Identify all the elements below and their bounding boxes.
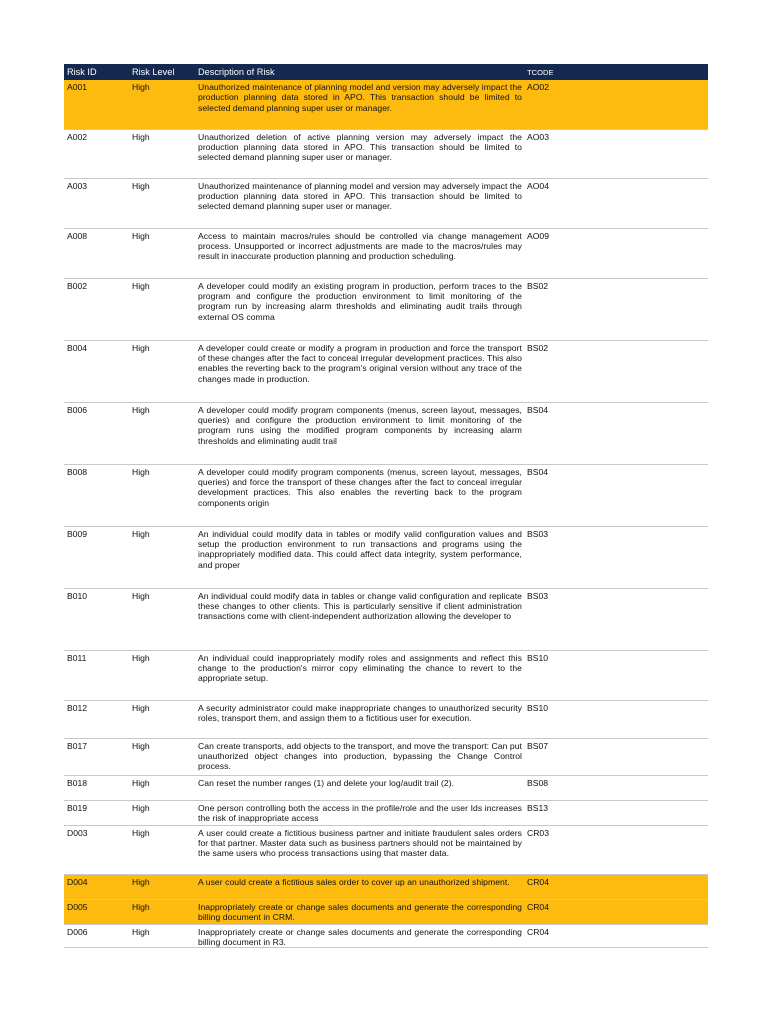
risk-level-cell: High bbox=[129, 402, 195, 464]
risk-level-cell: High bbox=[129, 825, 195, 874]
risk-level-cell: High bbox=[129, 278, 195, 340]
risk-id-cell: B019 bbox=[64, 800, 129, 825]
tcode-cell: AO09 bbox=[525, 228, 708, 278]
risk-id-cell: D006 bbox=[64, 924, 129, 948]
risk-level-cell: High bbox=[129, 228, 195, 278]
tcode-cell: BS02 bbox=[525, 278, 708, 340]
table-row bbox=[64, 340, 708, 402]
table-row bbox=[64, 278, 708, 340]
table-row bbox=[64, 738, 708, 775]
risk-level-cell: High bbox=[129, 924, 195, 948]
risk-description-cell: An individual could modify data in tables or modify valid configuration values and setup the production environment to run transactions and programs using the inappropriately modified data. This could affect data integrity, system performance, and proper bbox=[195, 526, 525, 588]
header-risk-level: Risk Level bbox=[129, 64, 195, 80]
risk-id-cell: B012 bbox=[64, 700, 129, 738]
risk-id-cell: B002 bbox=[64, 278, 129, 340]
risk-level-cell: High bbox=[129, 775, 195, 800]
header-row bbox=[64, 64, 708, 80]
risk-description-cell: Can create transports, add objects to the transport, and move the transport: Can put unauthorized object changes into production, bypassing the Change Control process. bbox=[195, 738, 525, 775]
risk-id-cell: A008 bbox=[64, 228, 129, 278]
tcode-cell: BS03 bbox=[525, 588, 708, 650]
risk-description-cell: Unauthorized deletion of active planning version may adversely impact the production planning data stored in APO. This transaction should be limited to selected demand planning super user or manager. bbox=[195, 129, 525, 178]
risk-description-cell: An individual could inappropriately modify roles and assignments and reflect this change to the production's mirror copy eliminating the chance to revert to the appropriate setup. bbox=[195, 650, 525, 700]
risk-description-cell: A user could create a fictitious business partner and initiate fraudulent sales orders for that partner. Master data such as business partners should not be maintained by the same users who process transactions using that master data. bbox=[195, 825, 525, 874]
risk-level-cell: High bbox=[129, 588, 195, 650]
risk-description-cell: Can reset the number ranges (1) and delete your log/audit trail (2). bbox=[195, 775, 525, 800]
table-header bbox=[64, 64, 708, 80]
tcode-cell: BS04 bbox=[525, 402, 708, 464]
risk-level-cell: High bbox=[129, 526, 195, 588]
table-row bbox=[64, 402, 708, 464]
tcode-cell: CR04 bbox=[525, 899, 708, 924]
risk-level-cell: High bbox=[129, 874, 195, 899]
risk-id-cell: B004 bbox=[64, 340, 129, 402]
table-row bbox=[64, 899, 708, 924]
risk-id-cell: B008 bbox=[64, 464, 129, 526]
risk-level-cell: High bbox=[129, 178, 195, 228]
table-row bbox=[64, 228, 708, 278]
tcode-cell: BS07 bbox=[525, 738, 708, 775]
tcode-cell: BS04 bbox=[525, 464, 708, 526]
risk-id-cell: D005 bbox=[64, 899, 129, 924]
risk-id-cell: A002 bbox=[64, 129, 129, 178]
risk-description-cell: Inappropriately create or change sales documents and generate the corresponding billing document in R3. bbox=[195, 924, 525, 948]
risk-description-cell: An individual could modify data in tables or change valid configuration and replicate these changes to other clients. This is particularly sensitive if client administration transactions come with client-independent authorization allowing the developer to bbox=[195, 588, 525, 650]
risk-level-cell: High bbox=[129, 800, 195, 825]
risk-description-cell: Inappropriately create or change sales documents and generate the corresponding billing document in CRM. bbox=[195, 899, 525, 924]
risk-description-cell: One person controlling both the access in the profile/role and the user Ids increases the risk of inappropriate access bbox=[195, 800, 525, 825]
risk-id-cell: B010 bbox=[64, 588, 129, 650]
header-tcode: TCODE bbox=[525, 64, 708, 80]
table-row bbox=[64, 526, 708, 588]
table-row bbox=[64, 464, 708, 526]
risk-level-cell: High bbox=[129, 899, 195, 924]
risk-description-cell: A developer could modify an existing program in production, perform traces to the program and configure the production environment to limit monitoring of the program run by increasing alarm thresholds and eliminating audit trails through external OS comma bbox=[195, 278, 525, 340]
risk-table bbox=[64, 64, 708, 948]
risk-description-cell: Unauthorized maintenance of planning model and version may adversely impact the production planning data stored in APO. This transaction should be limited to selected demand planning super user or manager. bbox=[195, 80, 525, 129]
risk-id-cell: A001 bbox=[64, 80, 129, 129]
risk-description-cell: A developer could modify program components (menus, screen layout, messages, queries) and force the transport of these changes after the fact to conceal irregular development practices. This also enables the reverting back to the program components origin bbox=[195, 464, 525, 526]
table-row bbox=[64, 874, 708, 899]
risk-description-cell: Access to maintain macros/rules should be controlled via change management process. Unsupported or incorrect adjustments are made to the macros/rules may result in inaccurate production planning and production scheduling. bbox=[195, 228, 525, 278]
risk-id-cell: B011 bbox=[64, 650, 129, 700]
table-row bbox=[64, 80, 708, 129]
risk-description-cell: A developer could create or modify a program in production and force the transport of these changes after the fact to conceal irregular development practices. This also enables the reverting back to the program's original version without any trace of the changes made in production. bbox=[195, 340, 525, 402]
table-row bbox=[64, 588, 708, 650]
tcode-cell: AO02 bbox=[525, 80, 708, 129]
risk-level-cell: High bbox=[129, 129, 195, 178]
tcode-cell: BS10 bbox=[525, 650, 708, 700]
header-description: Description of Risk bbox=[195, 64, 525, 80]
risk-id-cell: B009 bbox=[64, 526, 129, 588]
risk-id-cell: D004 bbox=[64, 874, 129, 899]
risk-description-cell: A security administrator could make inappropriate changes to unauthorized security roles, transport them, and assign them to a fictitious user for execution. bbox=[195, 700, 525, 738]
risk-id-cell: D003 bbox=[64, 825, 129, 874]
risk-level-cell: High bbox=[129, 700, 195, 738]
table-row bbox=[64, 800, 708, 825]
risk-description-cell: Unauthorized maintenance of planning model and version may adversely impact the production planning data stored in APO. This transaction should be limited to selected demand planning super user or manager. bbox=[195, 178, 525, 228]
table-row bbox=[64, 924, 708, 948]
tcode-cell: AO03 bbox=[525, 129, 708, 178]
header-risk-id: Risk ID bbox=[64, 64, 129, 80]
risk-id-cell: B017 bbox=[64, 738, 129, 775]
table-row bbox=[64, 129, 708, 178]
table-row bbox=[64, 825, 708, 874]
tcode-cell: BS10 bbox=[525, 700, 708, 738]
table-row bbox=[64, 775, 708, 800]
risk-level-cell: High bbox=[129, 464, 195, 526]
tcode-cell: BS02 bbox=[525, 340, 708, 402]
table-row bbox=[64, 650, 708, 700]
risk-level-cell: High bbox=[129, 650, 195, 700]
risk-id-cell: B018 bbox=[64, 775, 129, 800]
risk-description-cell: A user could create a fictitious sales order to cover up an unauthorized shipment. bbox=[195, 874, 525, 899]
risk-level-cell: High bbox=[129, 340, 195, 402]
table-row bbox=[64, 178, 708, 228]
tcode-cell: BS13 bbox=[525, 800, 708, 825]
tcode-cell: CR04 bbox=[525, 874, 708, 899]
tcode-cell: CR04 bbox=[525, 924, 708, 948]
risk-description-cell: A developer could modify program components (menus, screen layout, messages, queries) and configure the production environment to limit monitoring of the program runs using the modified program components by increasing alarm thresholds and eliminating audit trail bbox=[195, 402, 525, 464]
table-row bbox=[64, 700, 708, 738]
table-body bbox=[64, 80, 708, 948]
tcode-cell: CR03 bbox=[525, 825, 708, 874]
tcode-cell: AO04 bbox=[525, 178, 708, 228]
risk-level-cell: High bbox=[129, 80, 195, 129]
risk-id-cell: A003 bbox=[64, 178, 129, 228]
risk-id-cell: B006 bbox=[64, 402, 129, 464]
tcode-cell: BS03 bbox=[525, 526, 708, 588]
risk-level-cell: High bbox=[129, 738, 195, 775]
tcode-cell: BS08 bbox=[525, 775, 708, 800]
